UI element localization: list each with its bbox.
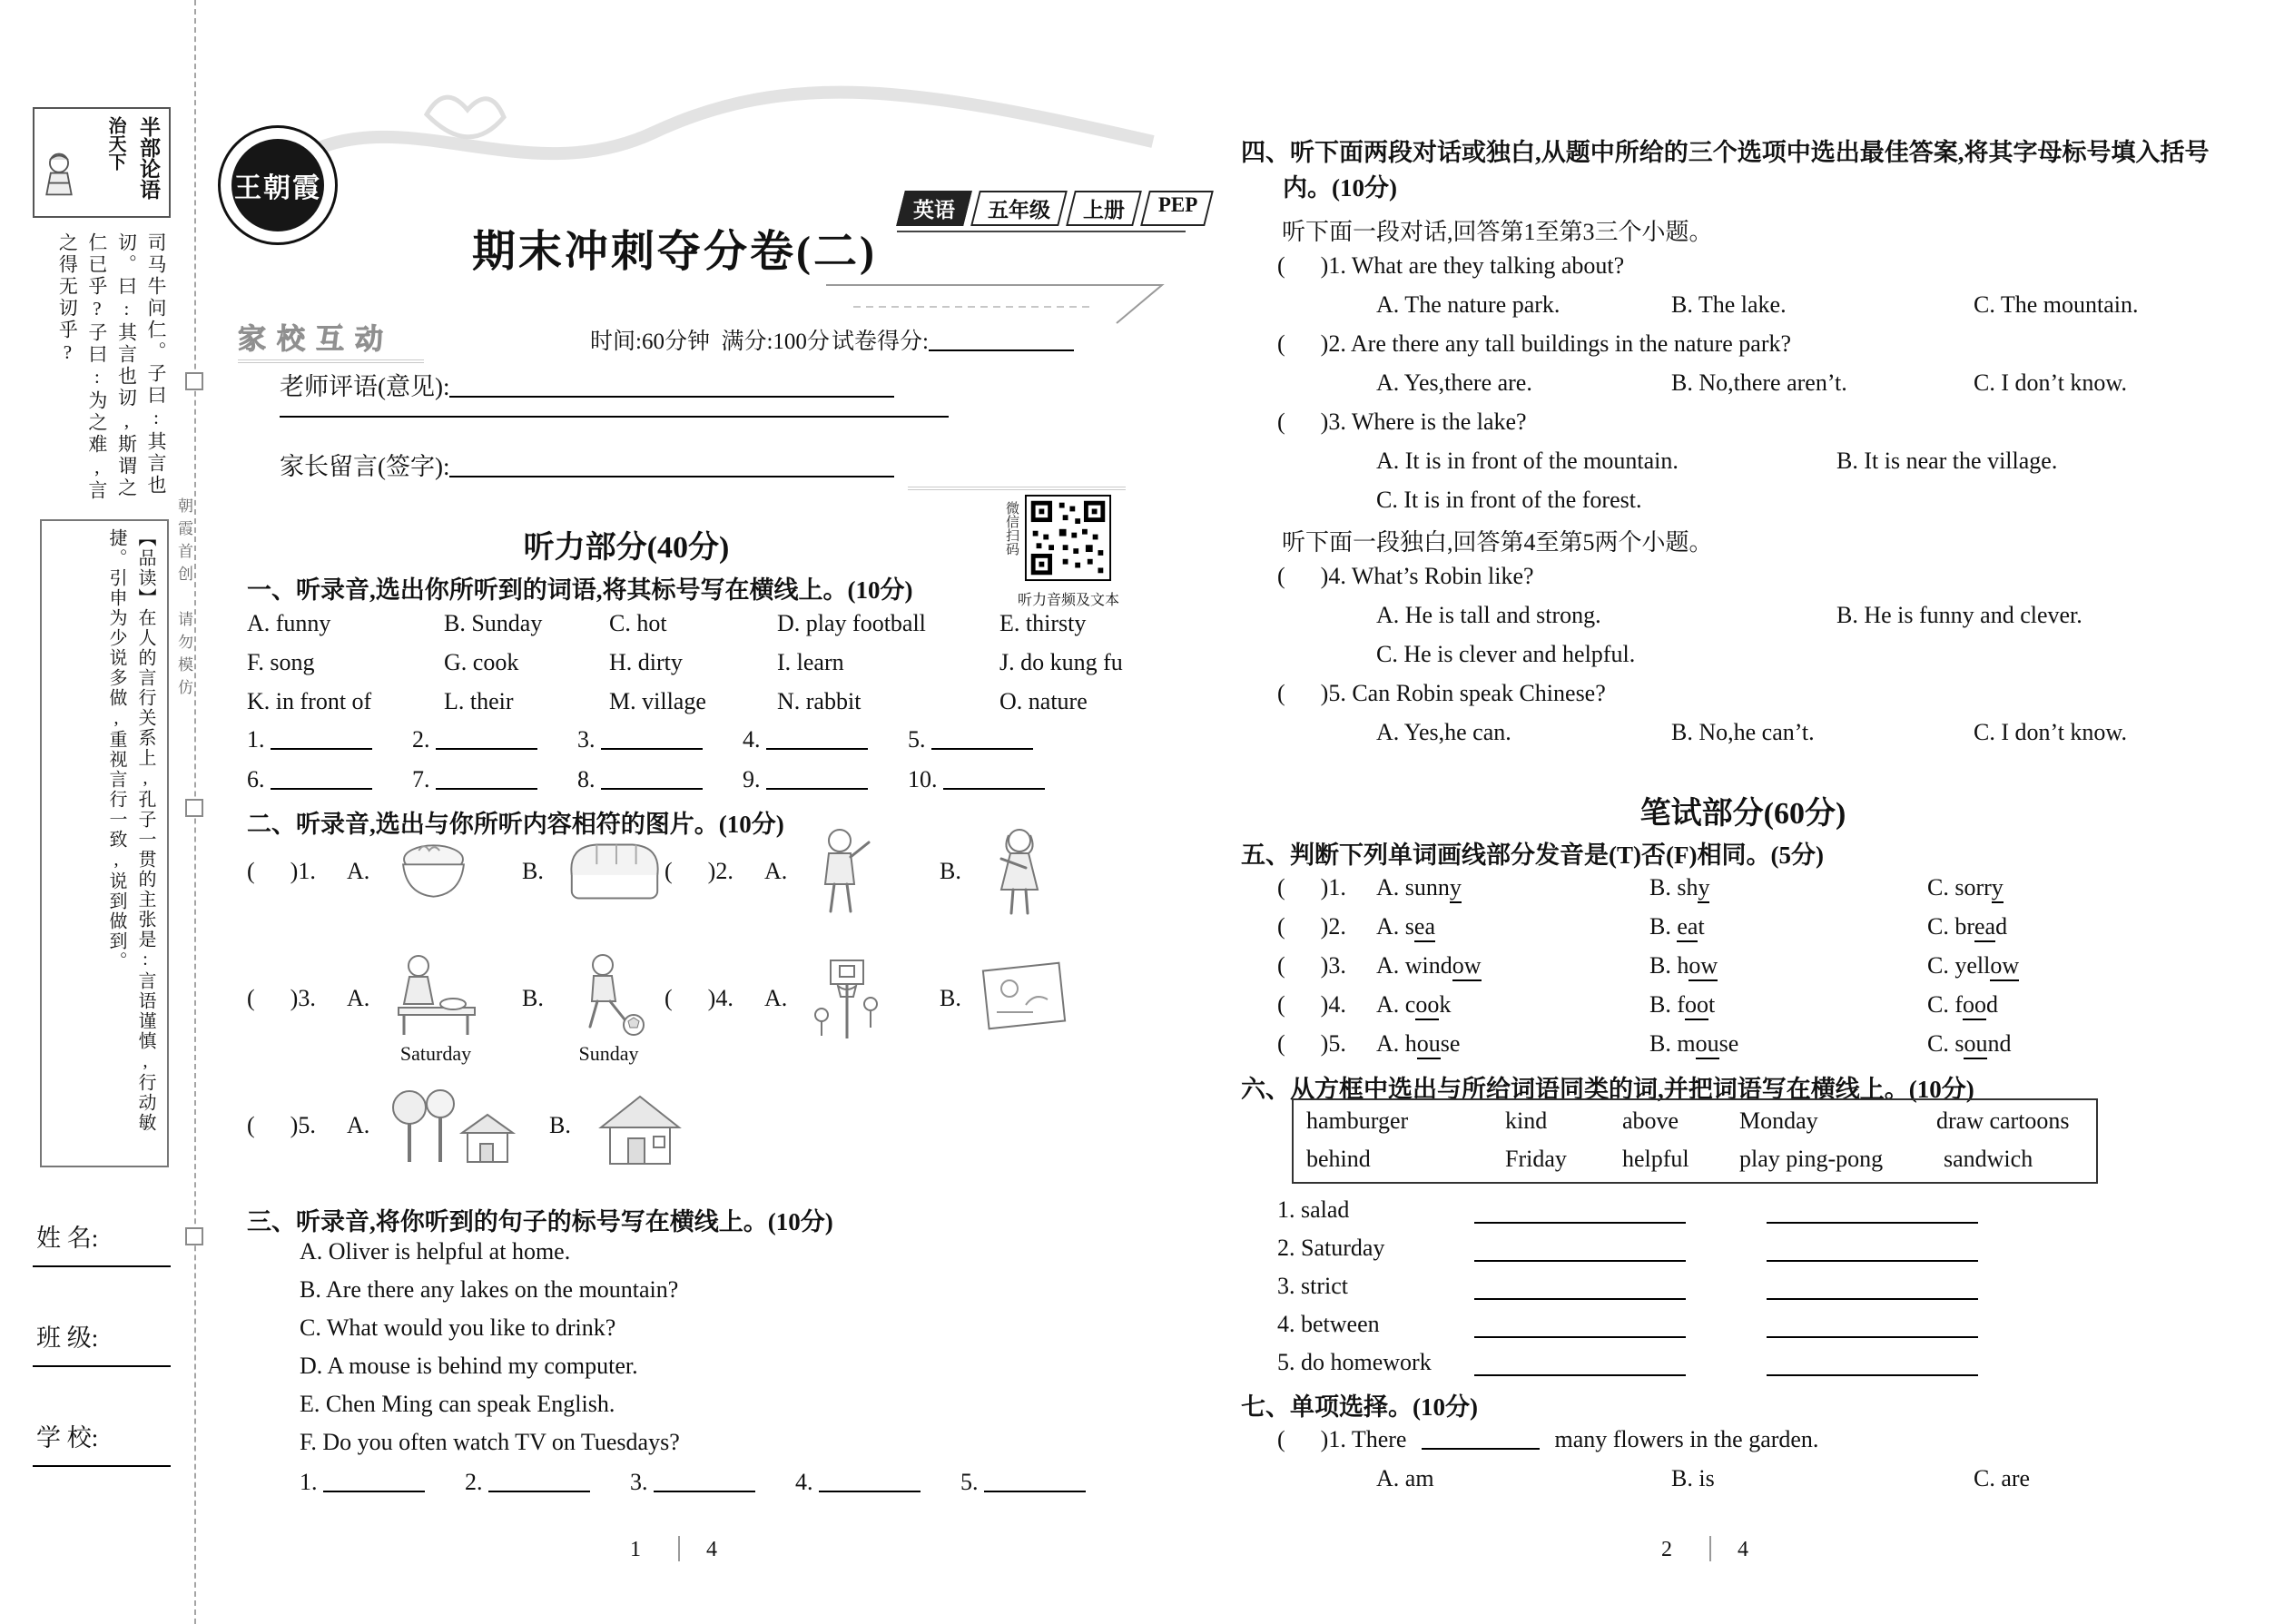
option: B. is (1671, 1465, 1715, 1491)
write-in-blank (1474, 1260, 1686, 1262)
word-option: B. shy (1649, 874, 1709, 901)
sentence: B. Are there any lakes on the mountain? (300, 1276, 679, 1303)
answer-blank: 5. (908, 726, 1033, 753)
spine-seal-icon (185, 372, 203, 390)
part6-item (1277, 1273, 2276, 1304)
masthead-subtitle: 治天下 (105, 116, 125, 171)
option-letter: B. (549, 1112, 571, 1138)
scholar-mascot-icon (38, 150, 80, 212)
word-bank-box (1292, 1098, 2098, 1184)
page-total: 4 (706, 1538, 717, 1561)
tab-edition: PEP (1140, 191, 1214, 226)
page-number-divider (1709, 1536, 1711, 1561)
paper-score-label: 试卷得分: (832, 330, 929, 354)
question-number: ( )5. (247, 1112, 316, 1138)
word-option: C. sound (1927, 1030, 2011, 1058)
options-row (1376, 487, 2294, 517)
option-letter: B. (522, 858, 544, 884)
option: C. It is in front of the forest. (1376, 487, 1642, 513)
image-caption: Saturday (399, 1042, 472, 1065)
word-option: A. sunny (1376, 874, 1462, 901)
answer-blank: 1. (300, 1469, 425, 1496)
part6-item (1277, 1235, 2276, 1265)
part1-title: 一、听录音,选出你所听到的词语,将其标号写在横线上。(10分) (247, 576, 913, 604)
word-option: B. mouse (1649, 1030, 1738, 1058)
tab-subject: 英语 (896, 191, 972, 226)
word: hamburger (1306, 1107, 1409, 1134)
option: M. village (609, 688, 706, 714)
write-in-blank (1767, 1298, 1978, 1300)
question-number: ( )3. (1277, 952, 1346, 979)
option-letter: A. (347, 985, 370, 1011)
part5-row (1277, 991, 2276, 1022)
question-number: ( )2. (1277, 913, 1346, 940)
paper-score-row (832, 323, 1074, 356)
option: C. The mountain. (1974, 291, 2139, 318)
bread-image (561, 828, 668, 919)
answer-blank: 2. (412, 726, 537, 753)
option: A. Yes,he can. (1376, 719, 1511, 745)
time-score-text: 时间:60分钟 满分:100分 (590, 330, 830, 354)
part6-title: 六、从方框中选出与所给词语同类的词,并把词语写在横线上。(10分) (1241, 1076, 1974, 1103)
question: ( )1. There many flowers in the garden. (1277, 1426, 1819, 1452)
option: H. dirty (609, 649, 683, 675)
word-option: A. cook (1376, 991, 1451, 1019)
word: Friday (1505, 1146, 1567, 1172)
title-decor-lines (817, 229, 1180, 333)
page-number: 2 (1661, 1538, 1672, 1561)
word-option: C. food (1927, 991, 1998, 1019)
part1-options-row (247, 610, 1245, 641)
options-row (1376, 291, 2294, 322)
sidebar-masthead (33, 107, 171, 218)
teacher-comment-blank (449, 374, 894, 398)
spine-seal-icon (185, 1227, 203, 1245)
option: C. hot (609, 610, 667, 636)
option: B. No,he can’t. (1671, 719, 1815, 745)
options-row (1376, 369, 2294, 400)
name-line (33, 1265, 171, 1267)
trees-house-image (386, 1080, 517, 1176)
answer-blank: 8. (577, 766, 703, 793)
part5-row (1277, 952, 2276, 983)
analects-quote: 司马牛问仁。子曰:其言也讱。曰:其言也讱,斯谓之仁已乎?子曰:为之难,言之得无讱乎? (56, 232, 167, 502)
part1-options-row (247, 688, 1245, 719)
write-in-blank (1474, 1222, 1686, 1224)
option: A. funny (247, 610, 331, 636)
option: F. song (247, 649, 315, 675)
option: C. He is clever and helpful. (1376, 641, 1636, 667)
question: ( )1. What are they talking about? (1277, 252, 1625, 279)
word-option: C. sorry (1927, 874, 2004, 901)
answer-blank: 5. (960, 1469, 1086, 1496)
rice-bowl-image (386, 828, 481, 919)
word-option: A. house (1376, 1030, 1460, 1058)
house-image (590, 1080, 690, 1176)
basketball-image (803, 953, 890, 1048)
option: A. The nature park. (1376, 291, 1561, 318)
option: G. cook (444, 649, 519, 675)
answer-blank: 6. (247, 766, 372, 793)
option: C. I don’t know. (1974, 369, 2127, 396)
part5-title: 五、判断下列单词画线部分发音是(T)否(F)相同。(5分) (1241, 842, 1824, 869)
word-option: B. foot (1649, 991, 1715, 1019)
word-option: B. eat (1649, 913, 1705, 940)
option: E. thirsty (999, 610, 1087, 636)
parent-note-label: 家长留言(签字): (280, 453, 450, 480)
football-image (561, 953, 656, 1044)
paper-score-blank (929, 328, 1074, 351)
header-decor-doubleline (908, 487, 1126, 490)
drawing-image (979, 958, 1069, 1044)
parent-note-blank (449, 454, 894, 477)
teacher-comment-label: 老师评语(意见): (280, 373, 450, 400)
word: helpful (1622, 1146, 1689, 1172)
word: draw cartoons (1936, 1107, 2070, 1134)
class-line (33, 1365, 171, 1367)
part7-title: 七、单项选择。(10分) (1241, 1393, 1478, 1421)
subject-tabbar (901, 191, 1209, 226)
word: above (1622, 1107, 1679, 1134)
option: B. No,there aren’t. (1671, 369, 1847, 396)
page-title: 期末冲刺夺分卷(二) (472, 228, 877, 276)
question: ( )5. Can Robin speak Chinese? (1277, 680, 1606, 706)
page-total: 4 (1738, 1538, 1748, 1561)
option: A. Yes,there are. (1376, 369, 1532, 396)
answer-blank: 3. (630, 1469, 755, 1496)
option: A. He is tall and strong. (1376, 602, 1601, 628)
write-in-blank (1474, 1336, 1686, 1338)
options-row (1376, 641, 2294, 672)
man-image (803, 826, 881, 921)
sentence: F. Do you often watch TV on Tuesdays? (300, 1429, 680, 1455)
publisher-logo (218, 125, 338, 245)
option-letter: A. (764, 985, 788, 1011)
option-letter: B. (522, 985, 544, 1011)
name-label: 姓 名: (36, 1225, 99, 1252)
part3-answer-blanks-row (300, 1469, 1298, 1500)
question-number: ( )3. (247, 985, 316, 1011)
write-in-blank (1767, 1336, 1978, 1338)
option: C. I don’t know. (1974, 719, 2127, 745)
options-row (1376, 1465, 2294, 1496)
question-number: ( )4. (665, 985, 733, 1011)
tab-volume: 上册 (1066, 191, 1142, 226)
question: ( )4. What’s Robin like? (1277, 563, 1534, 589)
write-in-blank (1767, 1260, 1978, 1262)
option-letter: B. (940, 858, 961, 884)
school-label: 学 校: (36, 1424, 99, 1452)
sentence: A. Oliver is helpful at home. (300, 1238, 571, 1265)
sentence: E. Chen Ming can speak English. (300, 1391, 615, 1417)
part5-row (1277, 913, 2276, 944)
word-option: A. window (1376, 952, 1482, 979)
item-label: 1. salad (1277, 1196, 1350, 1223)
written-heading: 笔试部分(60分) (1639, 797, 1846, 831)
school-line (33, 1465, 171, 1467)
option: K. in front of (247, 688, 372, 714)
part6-item (1277, 1349, 2276, 1380)
masthead-title: 半部论语 (137, 116, 160, 200)
answer-blank: 10. (908, 766, 1045, 793)
word: Monday (1739, 1107, 1818, 1134)
qr-side-label: 微信扫码 (1004, 501, 1019, 556)
sentence: C. What would you like to drink? (300, 1314, 616, 1341)
qr-caption: 听力音频及文本 (1017, 593, 1119, 608)
option: A. It is in front of the mountain. (1376, 448, 1679, 474)
question-number: ( )4. (1277, 991, 1346, 1018)
question: ( )2. Are there any tall buildings in the nature park? (1277, 330, 1792, 357)
answer-blank: 2. (465, 1469, 590, 1496)
tab-grade: 五年级 (970, 191, 1068, 226)
sentence: D. A mouse is behind my computer. (300, 1353, 638, 1379)
option: O. nature (999, 688, 1088, 714)
write-in-blank (1474, 1374, 1686, 1376)
item-label: 5. do homework (1277, 1349, 1432, 1375)
question-number: ( )5. (1277, 1030, 1346, 1057)
option-letter: B. (940, 985, 961, 1011)
page-number-divider (678, 1536, 680, 1561)
item-label: 2. Saturday (1277, 1235, 1385, 1261)
answer-blank: 4. (743, 726, 868, 753)
part2-title: 二、听录音,选出与你所听内容相符的图片。(10分) (247, 811, 784, 838)
question-number: ( )2. (665, 858, 733, 884)
option-letter: A. (347, 858, 370, 884)
qr-code (1024, 494, 1112, 586)
home-school-banner: 家校互动 (238, 323, 394, 355)
teacher-comment-row (280, 367, 894, 402)
part1-options-row (247, 649, 1245, 680)
part5-row (1277, 1030, 2276, 1061)
item-label: 3. strict (1277, 1273, 1348, 1299)
word: behind (1306, 1146, 1371, 1172)
word: sandwich (1944, 1146, 2033, 1172)
question: ( )3. Where is the lake? (1277, 408, 1527, 435)
logo-text: 王朝霞 (234, 173, 321, 203)
part4-title: 四、听下面两段对话或独白,从题中所给的三个选项中选出最佳答案,将其字母标号填入括号内。(10分) (1241, 139, 2210, 202)
part6-item (1277, 1311, 2276, 1342)
answer-blank (1422, 1426, 1540, 1450)
answer-blank: 1. (247, 726, 372, 753)
woman-image (979, 826, 1060, 921)
cooking-image (386, 953, 486, 1044)
image-caption: Sunday (578, 1042, 639, 1065)
word: kind (1505, 1107, 1548, 1134)
answer-blank: 3. (577, 726, 703, 753)
write-in-blank (1474, 1298, 1686, 1300)
spine-text: 朝霞首创 请勿模仿 (175, 497, 192, 702)
item-label: 4. between (1277, 1311, 1380, 1337)
option: B. It is near the village. (1836, 448, 2058, 474)
banner-underline (238, 359, 424, 363)
option-letter: A. (764, 858, 788, 884)
answer-blank: 7. (412, 766, 537, 793)
option: D. play football (777, 610, 926, 636)
part1-answer-blanks-row (247, 766, 1245, 797)
class-label: 班 级: (36, 1324, 99, 1352)
part1-answer-blanks-row (247, 726, 1245, 757)
option: L. their (444, 688, 514, 714)
option: C. are (1974, 1465, 2031, 1491)
part4-intro2: 听下面一段独白,回答第4至第5两个小题。 (1282, 529, 1713, 556)
pindu-text: 【品读】在人的言行关系上,孔子一贯的主张是:言语谨慎,行动敏捷。引申为少说多做,重视言行一致,说到做到。 (106, 528, 155, 1133)
parent-note-row (280, 447, 894, 482)
word-option: C. yellow (1927, 952, 2019, 979)
question-number: ( )1. (1277, 874, 1346, 901)
option: A. am (1376, 1465, 1434, 1491)
pindu-box (40, 519, 169, 1167)
options-row (1376, 719, 2294, 750)
part5-row (1277, 874, 2276, 905)
listening-heading: 听力部分(40分) (523, 531, 730, 565)
part4-intro1: 听下面一段对话,回答第1至第3三个小题。 (1282, 219, 1713, 245)
part6-item (1277, 1196, 2276, 1227)
options-row (1376, 448, 2294, 478)
teacher-comment-line2 (280, 416, 949, 418)
page-number: 1 (630, 1538, 641, 1561)
word: play ping-pong (1739, 1146, 1884, 1172)
option: B. Sunday (444, 610, 543, 636)
option: B. He is funny and clever. (1836, 602, 2082, 628)
answer-blank: 9. (743, 766, 868, 793)
word-option: B. how (1649, 952, 1718, 979)
part3-title: 三、听录音,将你听到的句子的标号写在横线上。(10分) (247, 1208, 833, 1235)
option: N. rabbit (777, 688, 861, 714)
write-in-blank (1767, 1374, 1978, 1376)
options-row (1376, 602, 2294, 633)
answer-blank: 4. (795, 1469, 921, 1496)
option: J. do kung fu (999, 649, 1123, 675)
option-letter: A. (347, 1112, 370, 1138)
option: B. The lake. (1671, 291, 1787, 318)
word-option: A. sea (1376, 913, 1435, 940)
question-number: ( )1. (247, 858, 316, 884)
write-in-blank (1767, 1222, 1978, 1224)
option: I. learn (777, 649, 844, 675)
word-option: C. bread (1927, 913, 2007, 940)
